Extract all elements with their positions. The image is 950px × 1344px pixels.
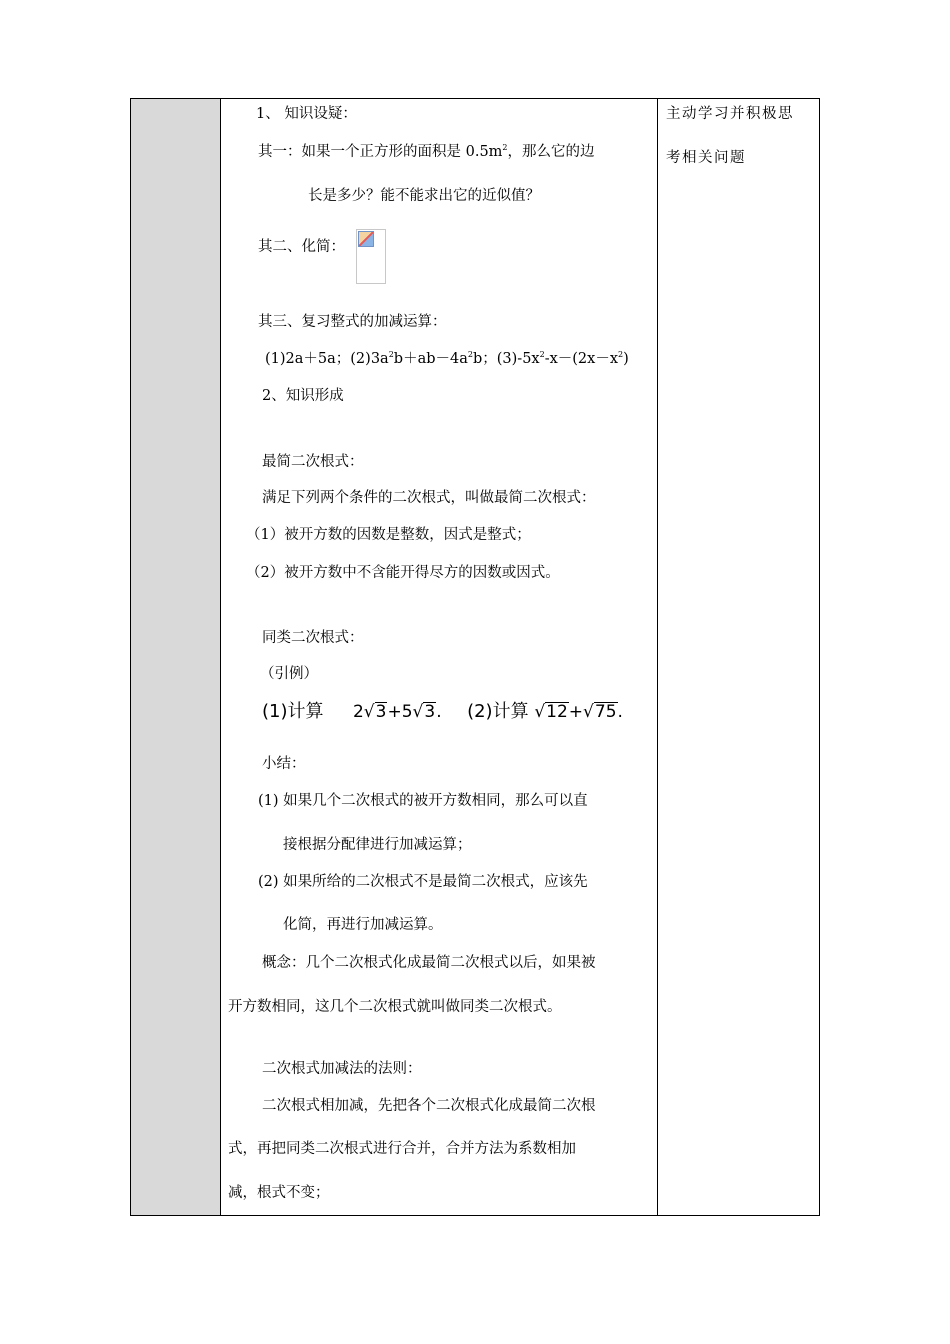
question2: 其二、化简： [258, 239, 345, 255]
superscript: 2 [388, 350, 394, 360]
question1-line1-text: 其一：如果一个正方形的面积是 0.5m [258, 144, 503, 160]
radicand: 3 [424, 702, 436, 722]
exercise-part: (1)2a＋5a；(2)3a [265, 351, 389, 367]
exercise-part: b；(3)-5x [472, 351, 540, 367]
condition-1: （1）被开方数的因数是整数，因式是整式； [246, 527, 531, 543]
similar-radical-title: 同类二次根式： [262, 630, 364, 646]
exercise-part: -x－(2x－x [544, 351, 619, 367]
radicand: 3 [375, 702, 387, 722]
rule-line1: 二次根式相加减，先把各个二次根式化成最简二次根 [262, 1098, 596, 1114]
coefficient: 2 [352, 702, 364, 722]
simplest-radical-intro: 满足下列两个条件的二次根式，叫做最简二次根式： [262, 490, 596, 506]
superscript: 2 [502, 143, 508, 153]
question1-line2: 长是多少？能不能求出它的近似值？ [308, 188, 540, 204]
summary2-line2: 化简，再进行加减运算。 [283, 917, 443, 933]
superscript: 2 [618, 350, 624, 360]
broken-image-placeholder [356, 229, 386, 284]
question3: 其三、复习整式的加减运算： [258, 314, 447, 330]
rule-line2: 式，再把同类二次根式进行合并，合并方法为系数相加 [228, 1141, 576, 1157]
summary1-line1: (1) 如果几个二次根式的被开方数相同，那么可以直 [258, 793, 588, 809]
superscript: 2 [539, 350, 545, 360]
broken-image-icon [358, 231, 374, 247]
example2-label: (2)计算 [467, 701, 529, 722]
simplest-radical-title: 最简二次根式： [262, 454, 364, 470]
question1-line1-end: ，那么它的边 [507, 144, 595, 160]
exercise-part: b＋ab－4a [393, 351, 468, 367]
section2-heading: 2、知识形成 [262, 388, 344, 404]
period: . [436, 702, 442, 722]
radicand: 12 [546, 702, 568, 722]
concept-line1: 概念：几个二次根式化成最简二次根式以后，如果被 [262, 955, 596, 971]
radicand: 75 [594, 702, 617, 722]
example-formula: (1)计算 2√3+5√3. (2)计算 √12+√75. [262, 701, 623, 722]
superscript: 2 [467, 350, 473, 360]
lesson-table [130, 98, 820, 1216]
example1-label: (1)计算 [262, 701, 324, 722]
plus-sign: + [568, 702, 584, 722]
concept-line2: 开方数相同，这几个二次根式就叫做同类二次根式。 [228, 999, 562, 1015]
review-exercises [265, 349, 629, 369]
period: . [617, 702, 623, 722]
rule-line3: 减，根式不变； [228, 1185, 330, 1201]
section1-heading: 1、 知识设疑： [256, 106, 357, 122]
exercise-part: ) [623, 351, 629, 367]
question1-line1 [258, 142, 595, 162]
rule-title: 二次根式加减法的法则： [262, 1061, 422, 1077]
table-column-divider [657, 99, 658, 1215]
right-note-line1: 主动学习并积极思 [666, 106, 794, 122]
summary-title: 小结： [262, 756, 306, 772]
example-label: （引例） [260, 666, 318, 682]
table-left-column [131, 99, 221, 1215]
plus-term: +5 [387, 702, 413, 722]
summary1-line2: 接根据分配律进行加减运算； [283, 837, 472, 853]
condition-2: （2）被开方数中不含能开得尽方的因数或因式。 [246, 565, 560, 581]
right-note-line2: 考相关问题 [666, 150, 746, 166]
summary2-line1: (2) 如果所给的二次根式不是最简二次根式，应该先 [258, 874, 588, 890]
